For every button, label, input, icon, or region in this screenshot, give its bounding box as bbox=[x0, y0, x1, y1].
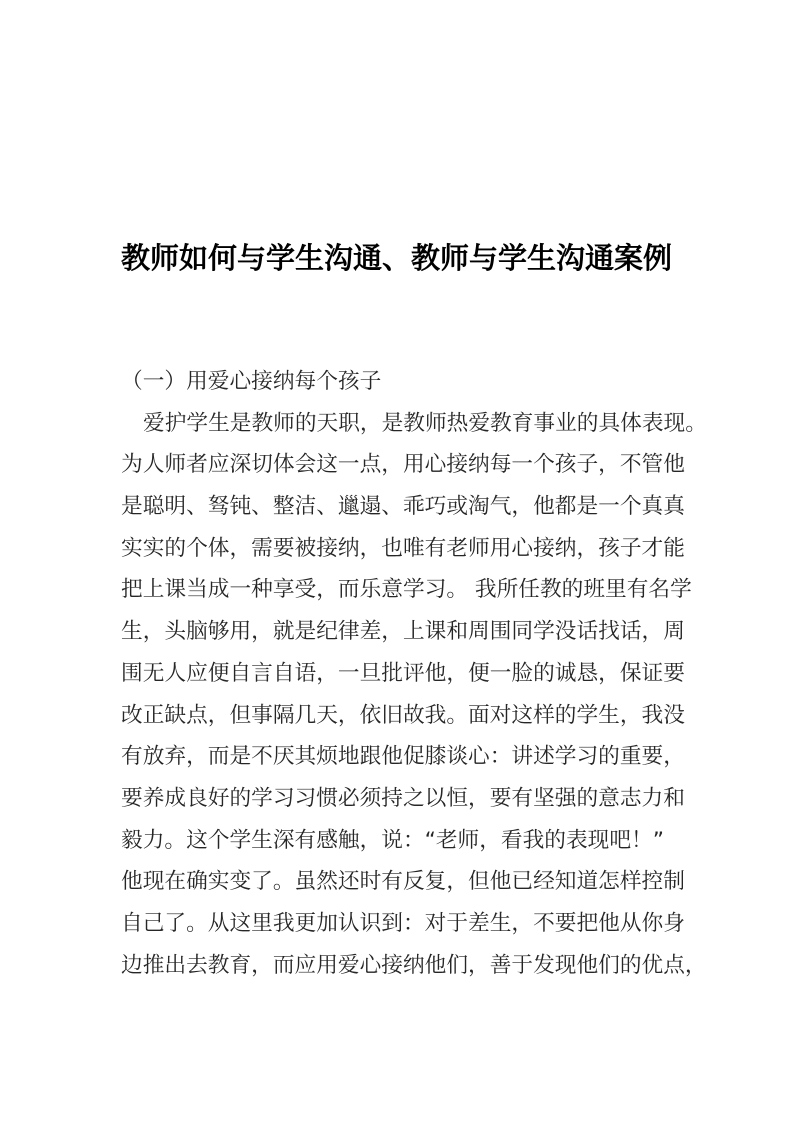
body-line: 围无人应便自言自语，一旦批评他，便一脸的诚恳，保证要 bbox=[121, 660, 685, 686]
body-line: 改正缺点，但事隔几天，依旧故我。面对这样的学生，我没 bbox=[121, 702, 685, 728]
body-line: 生，头脑够用，就是纪律差，上课和周围同学没话找话，周 bbox=[121, 619, 685, 645]
body-line: 爱护学生是教师的天职，是教师热爱教育事业的具体表现。 bbox=[143, 410, 707, 436]
document-title: 教师如何与学生沟通、教师与学生沟通案例 bbox=[120, 241, 672, 275]
body-line: （一）用爱心接纳每个孩子 bbox=[121, 369, 382, 394]
body-line: 实实的个体，需要被接纳，也唯有老师用心接纳，孩子才能 bbox=[121, 535, 685, 561]
body-line: 自己了。从这里我更加认识到：对于差生，不要把他从你身 bbox=[121, 910, 685, 936]
body-line: 毅力。这个学生深有感触，说：“老师，看我的表现吧！” bbox=[121, 827, 664, 853]
document-body bbox=[121, 361, 707, 986]
body-line: 为人师者应深切体会这一点，用心接纳每一个孩子，不管他 bbox=[121, 452, 685, 478]
body-line: 边推出去教育，而应用爱心接纳他们，善于发现他们的优点， bbox=[121, 952, 707, 978]
body-line: 要养成良好的学习习惯必须持之以恒，要有坚强的意志力和 bbox=[121, 785, 685, 811]
body-line: 他现在确实变了。虽然还时有反复，但他已经知道怎样控制 bbox=[121, 869, 685, 895]
body-line: 有放弃，而是不厌其烦地跟他促膝谈心：讲述学习的重要， bbox=[121, 744, 685, 770]
body-line: 把上课当成一种享受，而乐意学习。 我所任教的班里有名学 bbox=[121, 577, 692, 603]
body-line: 是聪明、驽钝、整洁、邋遢、乖巧或淘气，他都是一个真真 bbox=[121, 494, 685, 520]
